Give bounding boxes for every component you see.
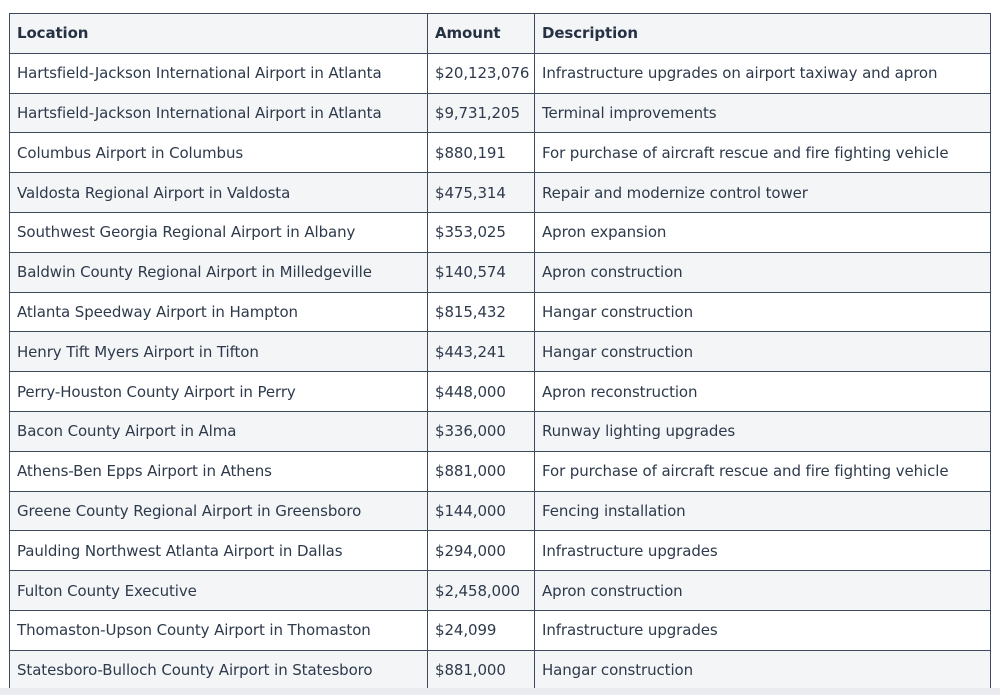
cell-description: For purchase of aircraft rescue and fire fighting vehicle — [535, 451, 991, 491]
table-row — [10, 571, 991, 611]
cell-description: For purchase of aircraft rescue and fire fighting vehicle — [535, 133, 991, 173]
cell-description: Fencing installation — [535, 491, 991, 531]
cell-location: Statesboro-Bulloch County Airport in Statesboro — [10, 650, 428, 690]
table-row — [10, 610, 991, 650]
cell-description: Infrastructure upgrades — [535, 531, 991, 571]
cell-description: Repair and modernize control tower — [535, 173, 991, 213]
cell-amount: $881,000 — [428, 451, 535, 491]
column-header-location: Location — [10, 14, 428, 54]
airport-funding-table — [9, 13, 991, 691]
cell-location: Atlanta Speedway Airport in Hampton — [10, 292, 428, 332]
cell-description: Apron expansion — [535, 212, 991, 252]
cell-location: Hartsfield-Jackson International Airport in Atlanta — [10, 53, 428, 93]
cell-amount: $443,241 — [428, 332, 535, 372]
cell-description: Terminal improvements — [535, 93, 991, 133]
table-row — [10, 491, 991, 531]
cell-description: Hangar construction — [535, 332, 991, 372]
cell-location: Hartsfield-Jackson International Airport in Atlanta — [10, 93, 428, 133]
cell-amount: $815,432 — [428, 292, 535, 332]
cell-description: Apron construction — [535, 571, 991, 611]
cell-amount: $336,000 — [428, 411, 535, 451]
table-row — [10, 372, 991, 412]
cell-amount: $140,574 — [428, 252, 535, 292]
table-row — [10, 252, 991, 292]
cell-amount: $144,000 — [428, 491, 535, 531]
table-row — [10, 133, 991, 173]
cell-description: Infrastructure upgrades on airport taxiway and apron — [535, 53, 991, 93]
cell-amount: $475,314 — [428, 173, 535, 213]
cell-description: Infrastructure upgrades — [535, 610, 991, 650]
cell-amount: $448,000 — [428, 372, 535, 412]
table-row — [10, 93, 991, 133]
table-row — [10, 531, 991, 571]
cell-location: Perry-Houston County Airport in Perry — [10, 372, 428, 412]
column-header-amount: Amount — [428, 14, 535, 54]
cell-location: Bacon County Airport in Alma — [10, 411, 428, 451]
cell-location: Southwest Georgia Regional Airport in Albany — [10, 212, 428, 252]
cell-amount: $294,000 — [428, 531, 535, 571]
table-row — [10, 173, 991, 213]
table-body — [10, 53, 991, 690]
table-row — [10, 332, 991, 372]
cell-location: Athens-Ben Epps Airport in Athens — [10, 451, 428, 491]
cell-amount: $2,458,000 — [428, 571, 535, 611]
cell-location: Columbus Airport in Columbus — [10, 133, 428, 173]
cell-location: Henry Tift Myers Airport in Tifton — [10, 332, 428, 372]
table-row — [10, 411, 991, 451]
cell-amount: $353,025 — [428, 212, 535, 252]
table-row — [10, 212, 991, 252]
cell-location: Valdosta Regional Airport in Valdosta — [10, 173, 428, 213]
table-row — [10, 53, 991, 93]
cell-amount: $881,000 — [428, 650, 535, 690]
cell-amount: $880,191 — [428, 133, 535, 173]
cell-description: Apron reconstruction — [535, 372, 991, 412]
cell-location: Fulton County Executive — [10, 571, 428, 611]
table-row — [10, 292, 991, 332]
table-row — [10, 451, 991, 491]
cell-location: Thomaston-Upson County Airport in Thomaston — [10, 610, 428, 650]
cell-location: Paulding Northwest Atlanta Airport in Dallas — [10, 531, 428, 571]
cell-description: Hangar construction — [535, 650, 991, 690]
column-header-description: Description — [535, 14, 991, 54]
cell-description: Runway lighting upgrades — [535, 411, 991, 451]
table-header — [10, 14, 991, 54]
cell-amount: $24,099 — [428, 610, 535, 650]
header-row — [10, 14, 991, 54]
cell-amount: $9,731,205 — [428, 93, 535, 133]
cell-description: Hangar construction — [535, 292, 991, 332]
cell-description: Apron construction — [535, 252, 991, 292]
bottom-edge — [0, 688, 1000, 695]
table-row — [10, 650, 991, 690]
cell-amount: $20,123,076 — [428, 53, 535, 93]
cell-location: Greene County Regional Airport in Greensboro — [10, 491, 428, 531]
cell-location: Baldwin County Regional Airport in Milledgeville — [10, 252, 428, 292]
